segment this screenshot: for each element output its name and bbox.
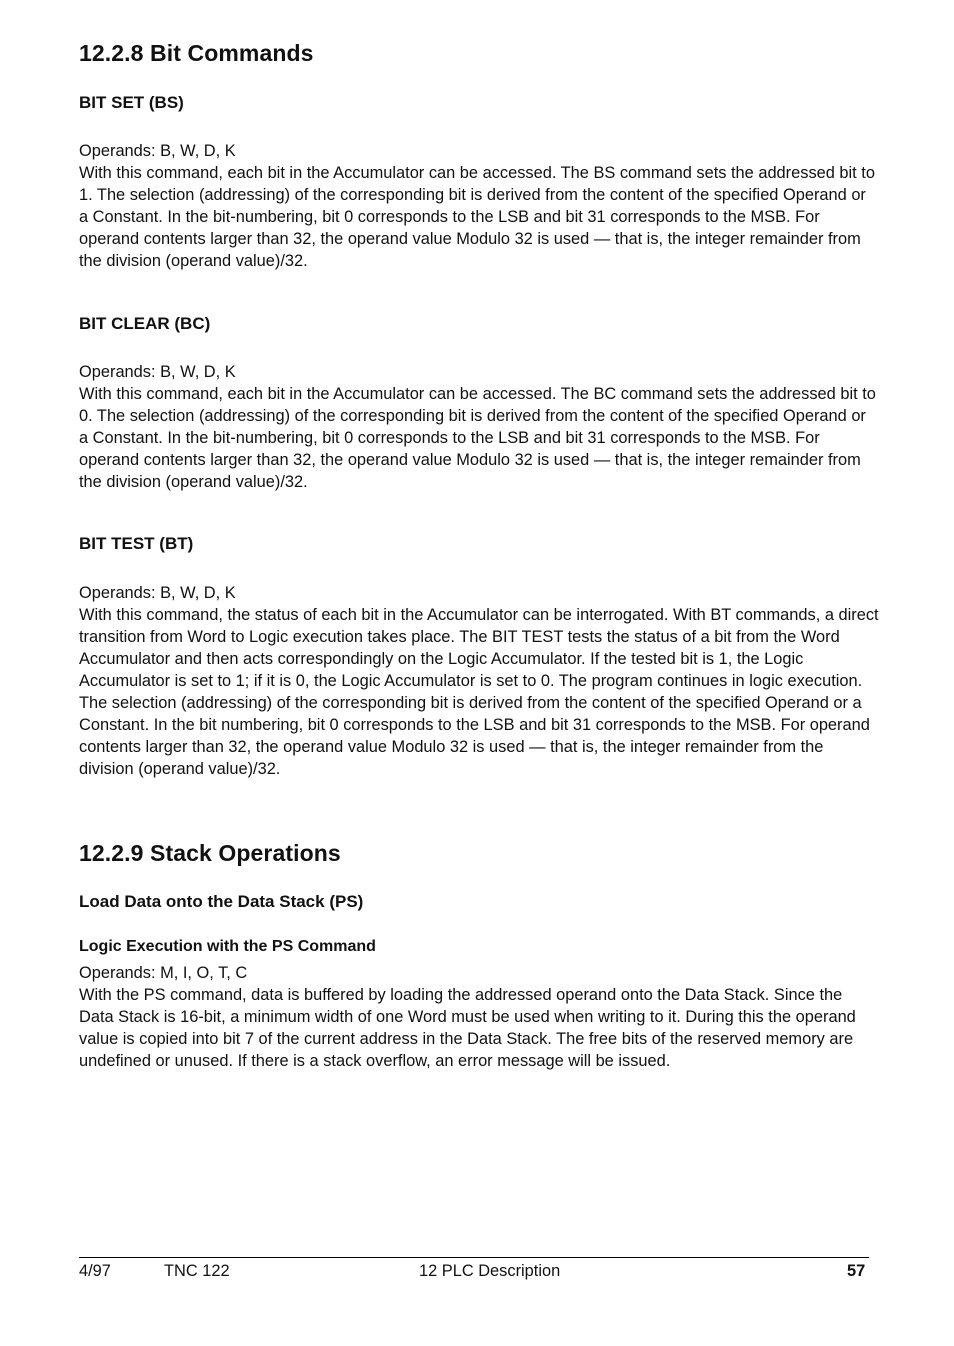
command-body-bit-set xyxy=(79,140,879,272)
subheading-logic-execution: Logic Execution with the PS Command xyxy=(79,938,376,955)
page-number: 57 xyxy=(847,1262,866,1280)
command-title-bit-set: BIT SET (BS) xyxy=(79,93,184,112)
footer-product: TNC 122 xyxy=(164,1262,230,1280)
command-body-bit-clear xyxy=(79,361,879,493)
footer-date: 4/97 xyxy=(79,1262,111,1280)
footer-chapter: 12 PLC Description xyxy=(419,1262,561,1280)
description-text: With this command, the status of each bit in the Accumulator can be interrogated. With BT commands, a direct transition from Word to Logic execution takes place. The BIT TEST tests the status of a bit from the Word Accumulator and then acts correspondingly on the Logic Accumulator. If the tested bit is 1, the Logic Accumulator is set to 1; if it is 0, the Logic Accumulator is set to 0. The program continues in logic execution. The selection (addressing) of the corresponding bit is derived from the content of the specified Operand or a Constant. In the bit numbering, bit 0 corresponds to the LSB and bit 31 corresponds to the MSB. For operand contents larger than 32, the operand value Modulo 32 is used — that is, the integer remainder from the division (operand value)/32. xyxy=(79,606,879,778)
footer-divider xyxy=(79,1257,869,1258)
description-text: With this command, each bit in the Accumulator can be accessed. The BC command sets the addressed bit to 0. The selection (addressing) of the corresponding bit is derived from the content of the specified Operand or a Constant. In the bit-numbering, bit 0 corresponds to the LSB and bit 31 corresponds to the MSB. For operand contents larger than 32, the operand value Modulo 32 is used — that is, the integer remainder from the division (operand value)/32. xyxy=(79,385,876,491)
command-body-load-data xyxy=(79,962,879,1072)
command-body-bit-test xyxy=(79,582,879,780)
description-text: With the PS command, data is buffered by loading the addressed operand onto the Data Stack. Since the Data Stack is 16-bit, a minimum width of one Word must be used when writing to it. During this the operand value is copied into bit 7 of the current address in the Data Stack. The free bits of the reserved memory are undefined or unused. If there is a stack overflow, an error message will be issued. xyxy=(79,986,856,1070)
command-title-load-data: Load Data onto the Data Stack (PS) xyxy=(79,892,364,911)
command-title-bit-test: BIT TEST (BT) xyxy=(79,534,194,553)
description-text: With this command, each bit in the Accumulator can be accessed. The BS command sets the addressed bit to 1. The selection (addressing) of the corresponding bit is derived from the content of the specified Operand or a Constant. In the bit-numbering, bit 0 corresponds to the LSB and bit 31 corresponds to the MSB. For operand contents larger than 32, the operand value Modulo 32 is used — that is, the integer remainder from the division (operand value)/32. xyxy=(79,164,875,270)
section-heading-bit-commands: 12.2.8 Bit Commands xyxy=(79,40,314,66)
command-title-bit-clear: BIT CLEAR (BC) xyxy=(79,314,211,333)
operands-line: Operands: M, I, O, T, C xyxy=(79,964,248,982)
section-heading-stack-operations: 12.2.9 Stack Operations xyxy=(79,840,341,866)
operands-line: Operands: B, W, D, K xyxy=(79,584,236,602)
operands-line: Operands: B, W, D, K xyxy=(79,363,236,381)
operands-line: Operands: B, W, D, K xyxy=(79,142,236,160)
